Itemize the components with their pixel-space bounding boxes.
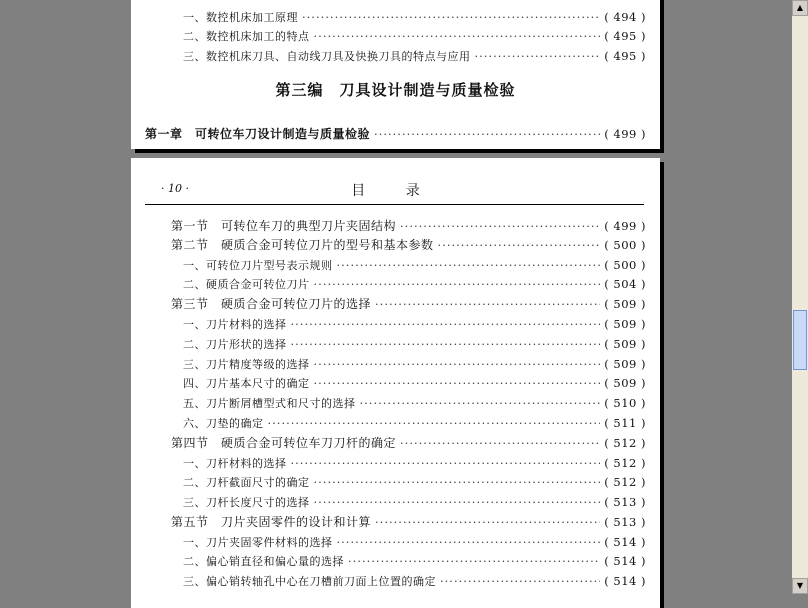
toc-entry-title: 第二节 硬质合金可转位刀片的型号和基本参数 [171,238,434,252]
toc-entry [183,28,646,45]
toc-entry-title: 第五节 刀片夹固零件的设计和计算 [171,515,372,529]
toc-entry-title: 二、偏心销直径和偏心量的选择 [183,555,344,568]
leader-dots [375,514,600,530]
leader-dots [314,276,601,292]
toc-entry [183,375,646,392]
toc-entry [183,48,646,65]
toc-section [171,237,646,253]
toc-entry-title: 三、刀片精度等级的选择 [183,358,310,371]
toc-entry [183,474,646,491]
toc-entry [183,316,646,333]
page-header [145,180,644,205]
leader-dots [291,316,601,332]
leader-dots [475,48,601,64]
toc-entry [183,257,646,274]
toc-entry [183,336,646,353]
toc-entry-page: ( 494 ) [604,10,646,24]
toc-entry-page: ( 512 ) [604,475,646,489]
leader-dots [314,375,601,391]
leader-dots [314,494,601,510]
toc-entry-page: ( 509 ) [604,376,646,390]
toc-entry [183,573,646,590]
toc-entry-page: ( 513 ) [604,515,646,529]
toc-entry [183,534,646,551]
leader-dots [314,28,601,44]
toc-section [171,218,646,234]
leader-dots [360,395,601,411]
toc-entry-title: 一、刀片材料的选择 [183,318,287,331]
page-header-title: 目 录 [351,183,438,199]
leader-dots [348,553,600,569]
toc-entry-page: ( 511 ) [604,416,646,430]
vertical-scrollbar[interactable] [792,0,808,594]
toc-entry-title: 第四节 硬质合金可转位车刀刀杆的确定 [171,436,397,450]
toc-entry-title: 二、数控机床加工的特点 [183,30,310,43]
toc-section [171,296,646,312]
toc-entry-title: 一、刀片夹固零件材料的选择 [183,536,333,549]
toc-entry-title: 三、刀杆长度尺寸的选择 [183,496,310,509]
toc-entry-page: ( 500 ) [604,258,646,272]
toc-entry-title: 五、刀片断屑槽型式和尺寸的选择 [183,397,356,410]
toc-entry-title: 四、刀片基本尺寸的确定 [183,377,310,390]
leader-dots [268,415,601,431]
toc-entry-page: ( 514 ) [604,554,646,568]
toc-entry-page: ( 514 ) [604,574,646,588]
toc-entry-title: 三、偏心销转轴孔中心在刀槽前刀面上位置的确定 [183,575,436,588]
toc-entry-page: ( 510 ) [604,396,646,410]
leader-dots [291,455,601,471]
toc-entry-page: ( 500 ) [604,238,646,252]
toc-entry-title: 二、硬质合金可转位刀片 [183,278,310,291]
toc-entry-title: 二、刀杆截面尺寸的确定 [183,476,310,489]
leader-dots [337,257,601,273]
chapter-title: 第一章 可转位车刀设计制造与质量检验 [145,127,371,141]
toc-entry-page: ( 495 ) [604,49,646,63]
leader-dots [440,573,600,589]
toc-entry-title: 第一节 可转位车刀的典型刀片夹固结构 [171,219,397,233]
toc-entry-page: ( 512 ) [604,456,646,470]
scroll-thumb[interactable] [793,310,807,370]
toc-entry-title: 一、可转位刀片型号表示规则 [183,259,333,272]
leader-dots [375,296,600,312]
part-title: 第三编 刀具设计制造与质量检验 [275,81,516,99]
leader-dots [400,218,600,234]
scroll-down-icon[interactable]: ▼ [792,578,808,594]
toc-entry-page: ( 495 ) [604,29,646,43]
toc-entry-title: 三、数控机床刀具、自动线刀具及快换刀具的特点与应用 [183,50,471,63]
toc-section [171,514,646,530]
document-page-1 [131,0,660,149]
leader-dots [337,534,601,550]
leader-dots [314,474,601,490]
toc-entry-page: ( 514 ) [604,535,646,549]
toc-entry [183,494,646,511]
leader-dots [400,435,600,451]
leader-dots [291,336,601,352]
toc-entry-title: 第三节 硬质合金可转位刀片的选择 [171,297,372,311]
toc-entry-page: ( 513 ) [604,495,646,509]
toc-entry-page: ( 512 ) [604,436,646,450]
leader-dots [374,126,600,142]
chapter-page: ( 499 ) [604,127,646,141]
leader-dots [438,237,601,253]
toc-section [171,435,646,451]
toc-entry [183,395,646,412]
toc-entry-page: ( 504 ) [604,277,646,291]
leader-dots [314,356,601,372]
toc-entry-title: 一、数控机床加工原理 [183,11,298,24]
scroll-up-icon[interactable]: ▲ [792,0,808,16]
toc-entry [183,415,646,432]
toc-entry [183,276,646,293]
toc-entry-page: ( 499 ) [604,219,646,233]
toc-entry-page: ( 509 ) [604,297,646,311]
toc-entry [183,9,646,26]
toc-entry-page: ( 509 ) [604,337,646,351]
toc-entry-title: 二、刀片形状的选择 [183,338,287,351]
toc-entry [183,356,646,373]
toc-entry-page: ( 509 ) [604,317,646,331]
toc-entry-page: ( 509 ) [604,357,646,371]
page-number: · 10 · [161,182,189,195]
toc-entry [183,455,646,472]
toc-entry-title: 六、刀垫的确定 [183,417,264,430]
chapter-entry [145,126,646,142]
document-page-2 [131,158,660,608]
toc-entry [183,553,646,570]
leader-dots [302,9,600,25]
toc-entry-title: 一、刀杆材料的选择 [183,457,287,470]
